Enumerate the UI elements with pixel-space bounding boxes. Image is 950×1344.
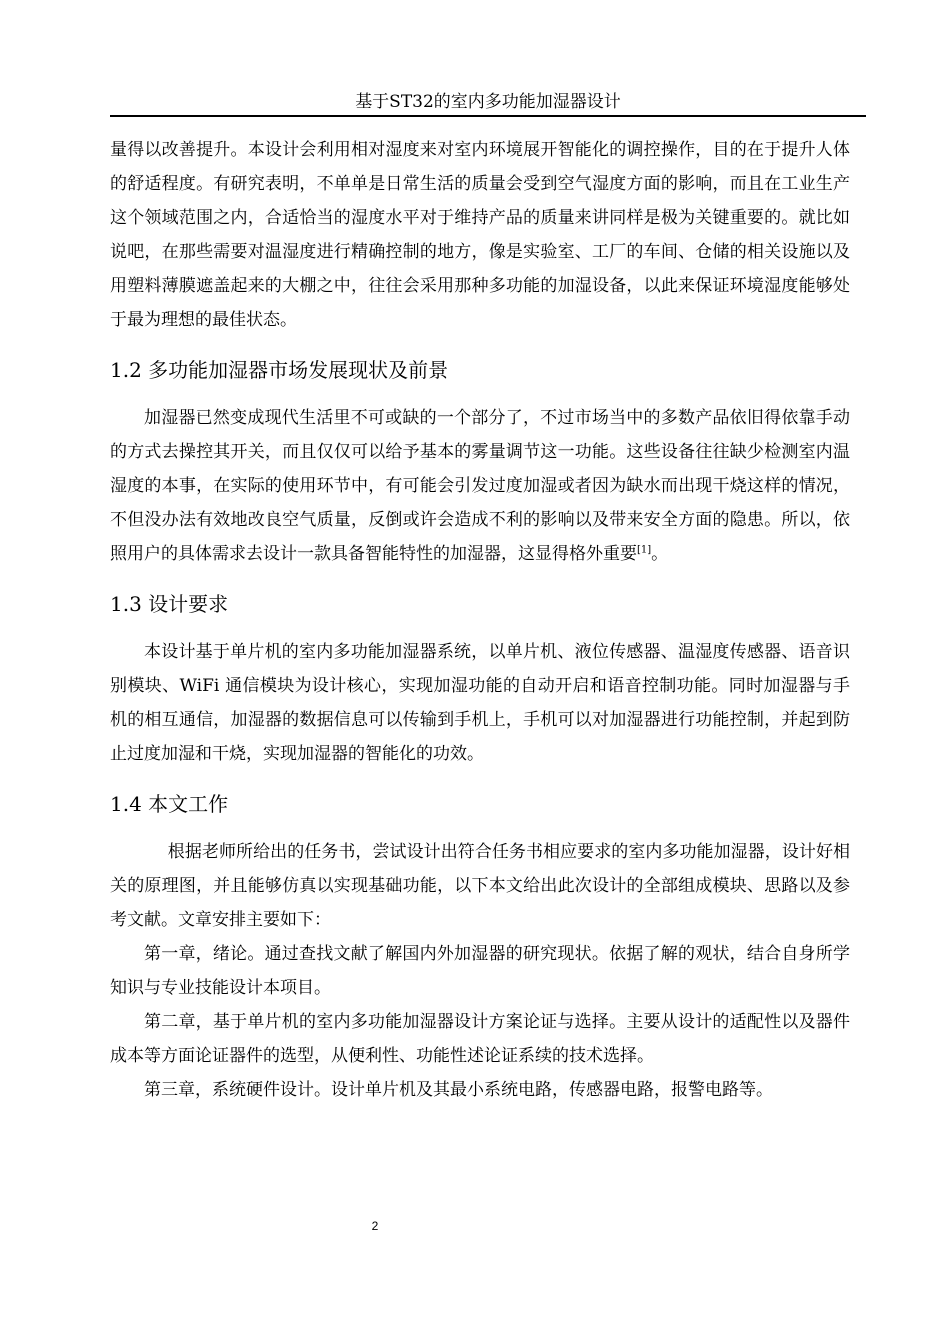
page-number: 2 <box>371 1219 379 1233</box>
chapter-3-summary: 第三章，系统硬件设计。设计单片机及其最小系统电路，传感器电路，报警电路等。 <box>144 1080 773 1100</box>
chapter-2-summary: 第二章，基于单片机的室内多功能加湿器设计方案论证与选择。主要从设计的适配性以及器件成本等方面论证器件的选型，从便利性、功能性述论证系续的技术选择。 <box>110 1012 850 1066</box>
section-1-2-tail: 。 <box>651 544 669 564</box>
paragraph-continued: 量得以改善提升。本设计会利用相对湿度来对室内环境展开智能化的调控操作，目的在于提升人体的舒适程度。有研究表明，不单单是日常生活的质量会受到空气湿度方面的影响，而且在工业生产这个领域范围之内，合适恰当的湿度水平对于维持产品的质量来讲同样是极为关键重要的。就比如说吧，在那些需要对温湿度进行精确控制的地方，像是实验室、工厂的车间、仓储的相关设施以及用塑料薄膜遮盖起来的大棚之中，往往会采用那种多功能的加湿设备，以此来保证环境湿度能够处于最为理想的最佳状态。 <box>110 140 850 330</box>
page-body <box>110 133 850 1107</box>
chapter-1-summary: 第一章，绪论。通过查找文献了解国内外加湿器的研究现状。依据了解的观状，结合自身所学知识与专业技能设计本项目。 <box>110 944 850 998</box>
section-1-2-text: 加湿器已然变成现代生活里不可或缺的一个部分了，不过市场当中的多数产品依旧得依靠手动的方式去操控其开关，而且仅仅可以给予基本的雾量调节这一功能。这些设备往往缺少检测室内温湿度的本事，在实际的使用环节中，有可能会引发过度加湿或者因为缺水而出现干烧这样的情况，不但没办法有效地改良空气质量，反倒或许会造成不利的影响以及带来安全方面的隐患。所以，依照用户的具体需求去设计一款具备智能特性的加湿器，这显得格外重要 <box>110 408 850 564</box>
section-1-2-paragraph <box>110 401 850 571</box>
section-1-4-intro: 根据老师所给出的任务书，尝试设计出符合任务书相应要求的室内多功能加湿器，设计好相关的原理图，并且能够仿真以实现基础功能，以下本文给出此次设计的全部组成模块、思路以及参考文献。文章安排主要如下： <box>110 842 850 930</box>
section-heading-1-2: 1.2 多功能加湿器市场发展现状及前景 <box>110 358 449 382</box>
section-heading-1-4: 1.4 本文工作 <box>110 792 229 816</box>
running-header-title: 基于ST32的室内多功能加湿器设计 <box>355 92 621 112</box>
section-1-3-paragraph: 本设计基于单片机的室内多功能加湿器系统，以单片机、液位传感器、温湿度传感器、语音识别模块、WiFi 通信模块为设计核心，实现加湿功能的自动开启和语音控制功能。同时加湿器与手机的相互通信，加湿器的数据信息可以传输到手机上，手机可以对加湿器进行功能控制，并起到防止过度加湿和干烧，实现加湿器的智能化的功效。 <box>110 642 850 764</box>
header-divider <box>110 115 866 117</box>
section-heading-1-3: 1.3 设计要求 <box>110 592 229 616</box>
citation-ref[interactable]: [1] <box>637 544 652 556</box>
